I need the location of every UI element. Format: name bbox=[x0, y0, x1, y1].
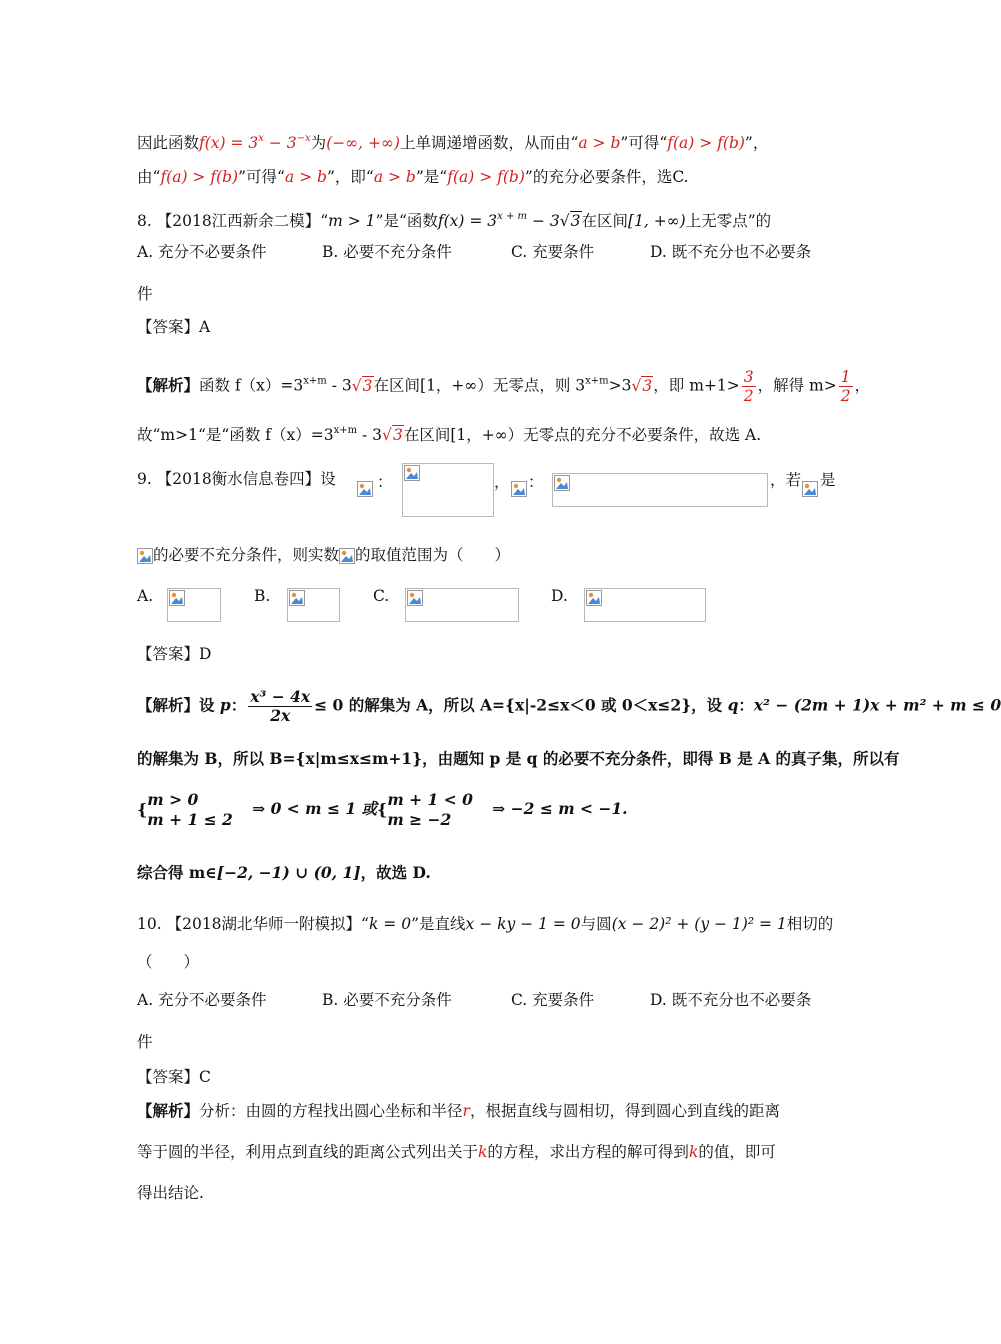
option-b-label: B. bbox=[254, 587, 271, 605]
option-b-box bbox=[287, 588, 340, 622]
option-a: A. 充分不必要条件 bbox=[137, 243, 267, 261]
broken-image-icon bbox=[169, 590, 185, 606]
broken-image-icon bbox=[357, 481, 373, 497]
paragraph-line: 由“f(a) > f(b)”可得“a > b”，即“a > b”是“f(a) > f(b)”的充分必要条件，选C. bbox=[137, 168, 689, 186]
solution-10-line2: 等于圆的半径，利用点到直线的距离公式列出关于k的方程，求出方程的解可得到k的值，即可 bbox=[137, 1143, 776, 1161]
option-b: B. 必要不充分条件 bbox=[322, 243, 452, 261]
solution-9-conclusion: 综合得 m∈[−2, −1) ∪ (0, 1]，故选 D. bbox=[137, 863, 431, 882]
comma: ， bbox=[494, 473, 510, 491]
solution-10-line3: 得出结论. bbox=[137, 1184, 204, 1202]
missing-formula-box bbox=[402, 463, 494, 517]
colon: ： bbox=[528, 473, 544, 491]
option-d: D. 既不充分也不必要条 bbox=[650, 243, 812, 261]
broken-image-icon bbox=[404, 465, 420, 481]
solution-8-line1: 【解析】函数 $f(x)=3^{x+m} - 3√3$在区间[1，+∞）无零点，则 $3^{x+m}>3√3$，即 m+1> $\frac{3}{2}$ ，解得 m> $\frac{1}{2}$ ， bbox=[137, 368, 871, 405]
broken-image-icon bbox=[554, 475, 570, 491]
option-c-box bbox=[405, 588, 519, 622]
text: ，若 bbox=[770, 471, 802, 489]
option-a: A. 充分不必要条件 bbox=[137, 991, 267, 1009]
option-b: B. 必要不充分条件 bbox=[322, 991, 452, 1009]
solution-10-line1: 【解析】分析：由圆的方程找出圆心坐标和半径r，根据直线与圆相切，得到圆心到直线的距离 bbox=[137, 1101, 780, 1120]
option-d-label: D. bbox=[551, 587, 568, 605]
broken-image-icon bbox=[586, 590, 602, 606]
colon: ： bbox=[377, 473, 393, 491]
missing-formula-box bbox=[552, 473, 768, 507]
answer-8: 【答案】A bbox=[137, 318, 211, 336]
option-d: D. 既不充分也不必要条 bbox=[650, 991, 812, 1009]
text: 是 bbox=[820, 471, 836, 489]
broken-image-icon bbox=[339, 548, 355, 564]
question-10-paren: （ ） bbox=[137, 953, 200, 971]
option-c: C. 充要条件 bbox=[511, 991, 595, 1009]
question-10-stem: 10. 【2018湖北华师一附模拟】“k = 0”是直线x − ky − 1 = 0与圆(x − 2)² + (y − 1)² = 1相切的 bbox=[137, 915, 834, 933]
broken-image-icon bbox=[289, 590, 305, 606]
question-8-stem: 8. 【2018江西新余二模】“m > 1”是“函数$f(x) = 3^{x + m} - 3√3$在区间[1, +∞)上无零点”的 bbox=[137, 211, 772, 230]
solution-9-line2: 的解集为 B，所以 B={x|m≤x≤m+1}，由题知 p 是 q 的必要不充分条件，即得 B 是 A 的真子集，所以有 bbox=[137, 749, 900, 768]
broken-image-icon bbox=[802, 481, 818, 497]
solution-9-system: { m > 0 m + 1 ≤ 2 ⇒ 0 < m ≤ 1 或{ m + 1 < 0 m ≥ −2 ⇒ −2 ≤ m < −1. bbox=[137, 790, 628, 829]
broken-image-icon bbox=[407, 590, 423, 606]
option-a-label: A. bbox=[137, 587, 154, 605]
question-9-stem: 9. 【2018衡水信息卷四】设 bbox=[137, 470, 336, 488]
question-9-line2: 的必要不充分条件，则实数 的取值范围为（ ） bbox=[137, 544, 510, 566]
broken-image-icon bbox=[137, 548, 153, 564]
answer-9: 【答案】D bbox=[137, 645, 212, 663]
option-a-box bbox=[167, 588, 221, 622]
broken-image-icon bbox=[511, 481, 527, 497]
answer-10: 【答案】C bbox=[137, 1068, 211, 1086]
solution-9-line1: 【解析】设 p： $\frac{\text{x³ − 4x}}{2x}$ ≤ 0 的解集为 A，所以 A={x|-2≤x＜0 或 0＜x≤2}，设 q：x² − (2m + 1)x + m² + m ≤ 0 bbox=[137, 687, 1001, 725]
option-d-tail: 件 bbox=[137, 285, 153, 303]
solution-8-line2: 故“m>1“是“函数 $f(x)=3^{x+m} - 3√3$在区间[1，+∞）无零点的充分不必要条件，故选 A. bbox=[137, 425, 762, 444]
option-c-label: C. bbox=[373, 587, 390, 605]
option-d-box bbox=[584, 588, 706, 622]
option-c: C. 充要条件 bbox=[511, 243, 595, 261]
paragraph-line: 因此函数$f(x) = 3^x - 3^{-x}$为(−∞, +∞)上单调递增函数，从而由“a > b”可得“f(a) > f(b)”， bbox=[137, 133, 769, 152]
option-d-tail: 件 bbox=[137, 1033, 153, 1051]
